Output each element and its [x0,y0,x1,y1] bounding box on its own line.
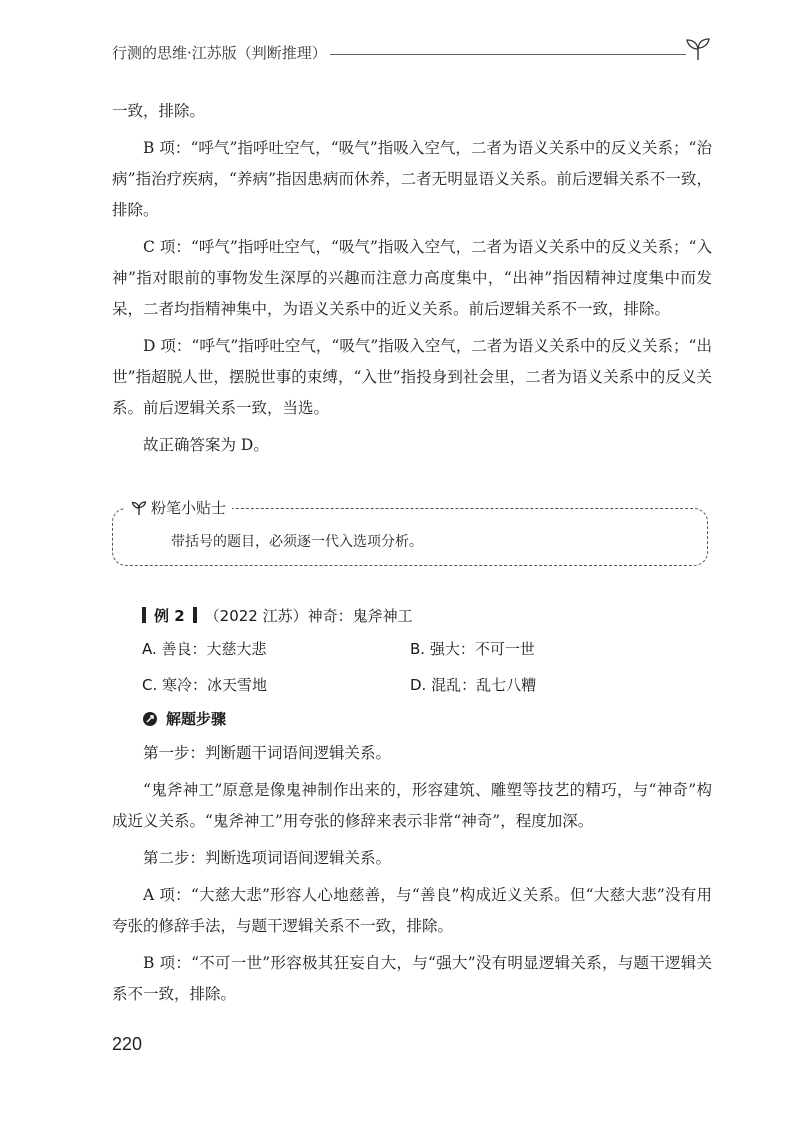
option-a: A. 善良：大慈大悲 [142,640,267,658]
paragraph: 一致，排除。 [112,102,206,120]
analysis-text [112,96,712,467]
paragraph: C 项：“呼气”指呼吐空气，“吸气”指吸入空气，二者为语义关系中的反义关系；“入神”指对眼前的事物发生深厚的兴趣而注意力高度集中，“出神”指因精神过度集中而发呆，二者均指精神集中，为语义关系中的近义关系。前后逻辑关系不一致，排除。 [112,238,712,318]
steps-icon [142,711,158,727]
paragraph: A 项：“大慈大悲”形容人心地慈善，与“善良”构成近义关系。但“大慈大悲”没有用夸张的修辞手法，与题干逻辑关系不一致，排除。 [112,886,712,935]
option-b: B. 强大：不可一世 [410,640,535,658]
paragraph: 故正确答案为 D。 [143,436,269,454]
tips-tag [125,497,232,518]
paragraph: 第二步：判断选项词语间逻辑关系。 [143,849,392,867]
option-c: C. 寒冷：冰天雪地 [142,676,268,694]
bar-marker [142,607,146,623]
example-heading [142,602,702,628]
paragraph: B 项：“不可一世”形容极其狂妄自大，与“强大”没有明显逻辑关系，与题干逻辑关系不一致，排除。 [112,954,712,1003]
steps-title: 解题步骤 [166,710,227,728]
tips-box [112,499,708,566]
steps-heading [142,708,226,729]
tips-body: 带括号的题目，必须逐一代入选项分析。 [171,534,423,550]
bar-marker [193,607,197,623]
page-number: 220 [112,1034,143,1054]
header-title: 行测的思维·江苏版（判断推理） [112,44,327,62]
paragraph: D 项：“呼气”指呼吐空气，“吸气”指吸入空气，二者为语义关系中的反义关系；“出世”指超脱人世，摆脱世事的束缚，“入世”指投身到社会里，二者为语义关系中的反义关系。前后逻辑关系一致，当选。 [112,337,712,417]
paragraph: 第一步：判断题干词语间逻辑关系。 [143,744,392,762]
option-d: D. 混乱：乱七八糟 [410,676,537,694]
header-rule [330,54,686,55]
paragraph: “鬼斧神工”原意是像鬼神制作出来的，形容建筑、雕塑等技艺的精巧，与“神奇”构成近义关系。“鬼斧神工”用夸张的修辞来表示非常“神奇”，程度加深。 [112,781,712,830]
paragraph: B 项：“呼气”指呼吐空气，“吸气”指吸入空气，二者为语义关系中的反义关系；“治病”指治疗疾病，“养病”指因患病而休养，二者无明显语义关系。前后逻辑关系不一致，排除。 [112,139,712,219]
sprout-icon [131,500,147,516]
example-question: （2022 江苏）神奇：鬼斧神工 [204,606,413,625]
sprout-icon [684,36,712,62]
tips-title: 粉笔小贴士 [151,499,227,517]
example-block [142,602,702,700]
options-row [142,664,702,700]
options-row [142,628,702,664]
page-header [112,36,712,66]
example-label: 例 2 [154,606,185,625]
steps-text [112,738,712,1016]
